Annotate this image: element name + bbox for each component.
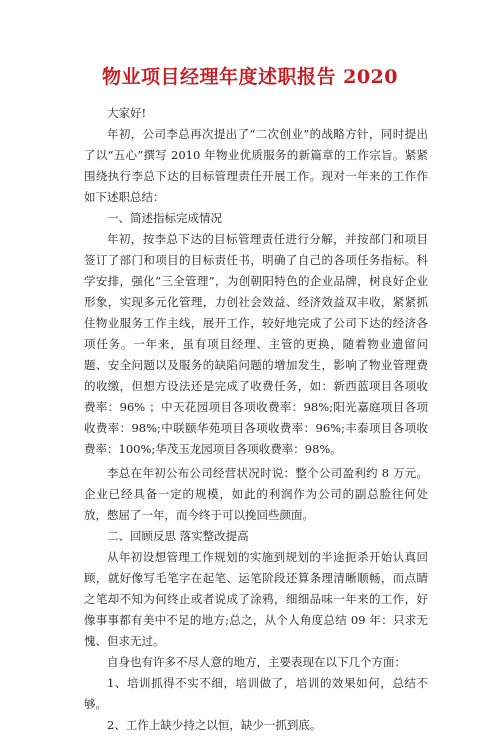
paragraph-shortcomings: 自身也有许多不尽人意的地方，主要表现在以下几个方面：	[107, 655, 406, 669]
paragraph-profit: 李总在年初公布公司经营状况时说：整个公司盈利约 8 万元。企业已经具备一定的规模，如此的利润作为公司的副总脸往何处放，憋屈了一年，而今终于可以挽回些颜面。	[84, 466, 428, 522]
list-item-1: 1、培训抓得不实不细，培训做了，培训的效果如何，总结不够。	[84, 676, 428, 711]
section-heading-1: 一、简述指标完成情况	[107, 211, 222, 225]
paragraph-targets: 年初，按李总下达的目标管理责任进行分解，并按部门和项目签订了部门和项目的目标责任书，明确了自己的各项任务指标。科学安排，强化“三全管理”，为创朝阳特色的企业品牌，树良好企业形象，实现多元化管理，力创社会效益、经济效益双丰收，紧紧抓住物业服务工作主线，展开工作，较好地完成了公司下达的经济各项任务。一年来，虽有项目经理、主管的更换，随着物业遗留问题、安全问题以及服务的缺陷问题的增加发生，影响了物业管理费的收缴，但想方设法还是完成了收费任务，如：新西蓝项目各项收费率：96% ；中天花园项目各项收费率：98%;阳光嘉庭项目各项收费率：98%;中联颐华苑项目各项收费率：96%;丰泰项目各项收费率：100%;华茂玉龙园项目各项收费率：98%。	[84, 232, 428, 456]
document-body	[84, 103, 428, 736]
document-title: 物业项目经理年度述职报告 2020	[102, 66, 398, 88]
list-item-2: 2、工作上缺少持之以恒，缺少一抓到底。	[107, 718, 322, 732]
paragraph-review: 从年初设想管理工作规划的实施到规划的半途扼杀开始认真回顾，就好像写毛笔字在起笔、运笔阶段还算条理清晰顺畅，而点睛之笔却不知为何终止或者说成了涂鸦，细细品味一年来的工作，好像事事都有美中不足的地方;总之，从个人角度总结 09 年：只求无愧、但求无过。	[84, 550, 428, 648]
section-heading-2: 二、回顾反思 落实整改提高	[107, 529, 249, 543]
greeting: 大家好!	[107, 106, 147, 120]
paragraph-intro: 年初，公司李总再次提出了“二次创业”的战略方针，同时提出了以“五心”撰写 2010 年物业优质服务的新篇章的工作宗旨。紧紧围绕执行李总下达的目标管理责任开展工作。现对一年来的工作作如下述职总结：	[84, 127, 428, 204]
